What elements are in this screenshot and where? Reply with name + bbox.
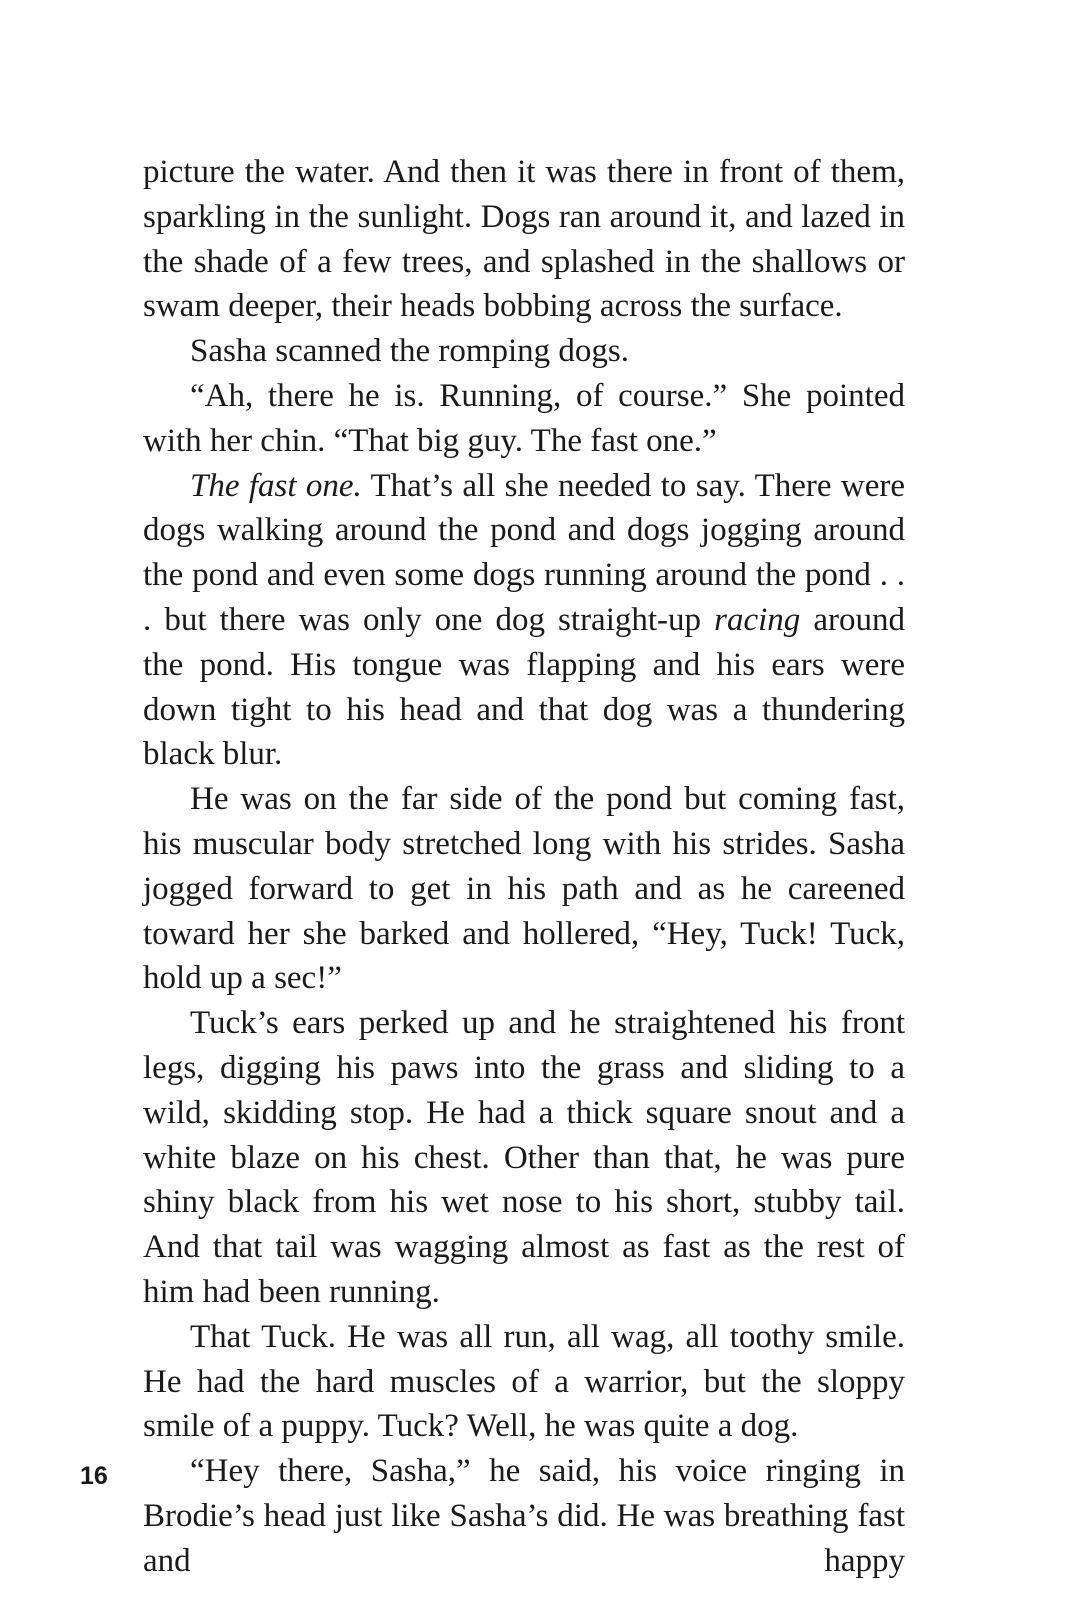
italic-text: The fast one.: [190, 467, 362, 504]
text-run: That’s all she needed to say. There were dogs walking around the pond and dogs jogging around the pond and even some dogs running around the pond . . . but there was only one dog straight-up: [143, 467, 906, 638]
paragraph: [143, 777, 905, 1001]
text-run: Tuck’s ears perked up and he straightened his front legs, digging his paws into the grass and sliding to a wild, skidding stop. He had a thick square snout and a white blaze on his chest. Other than that, he was pure shiny black from his wet nose to his short, stubby tail. And that tail was wagging almost as fast as the rest of him had been running.: [143, 1005, 905, 1310]
text-run: He was on the far side of the pond but coming fast, his muscular body stretched long with his strides. Sasha jogged forward to get in his path and as he careened toward her she barked and hollered, “Hey, Tuck! Tuck, hold up a sec!”: [143, 781, 905, 997]
page-number: 16: [80, 1462, 108, 1490]
text-run: picture the water. And then it was there in front of them, sparkling in the sunlight. Dogs ran around it, and lazed in the shade of a few trees, and splashed in the shallows or swam deeper, their heads bobbing across the surface.: [143, 154, 905, 325]
paragraph: [143, 329, 905, 374]
paragraph: [143, 150, 905, 329]
text-run: That Tuck. He was all run, all wag, all toothy smile. He had the hard muscles of a warrior, but the sloppy smile of a puppy. Tuck? Well, he was quite a dog.: [143, 1318, 905, 1445]
text-run: “Ah, there he is. Running, of course.” She pointed with her chin. “That big guy. The fast one.”: [143, 377, 905, 459]
paragraph: [143, 464, 905, 778]
body-text: [143, 150, 905, 1584]
italic-text: racing: [714, 601, 801, 638]
paragraph: [143, 374, 905, 464]
text-run: around the pond. His tongue was flapping and his ears were down tight to his head and that dog was a thundering black blur.: [143, 601, 905, 773]
paragraph: [143, 1315, 905, 1449]
text-run: Sasha scanned the romping dogs.: [190, 333, 630, 370]
text-run: “Hey there, Sasha,” he said, his voice ringing in Brodie’s head just like Sasha’s did. He was breathing fast and happy: [143, 1453, 905, 1579]
paragraph: [143, 1001, 905, 1315]
paragraph: [143, 1449, 905, 1583]
